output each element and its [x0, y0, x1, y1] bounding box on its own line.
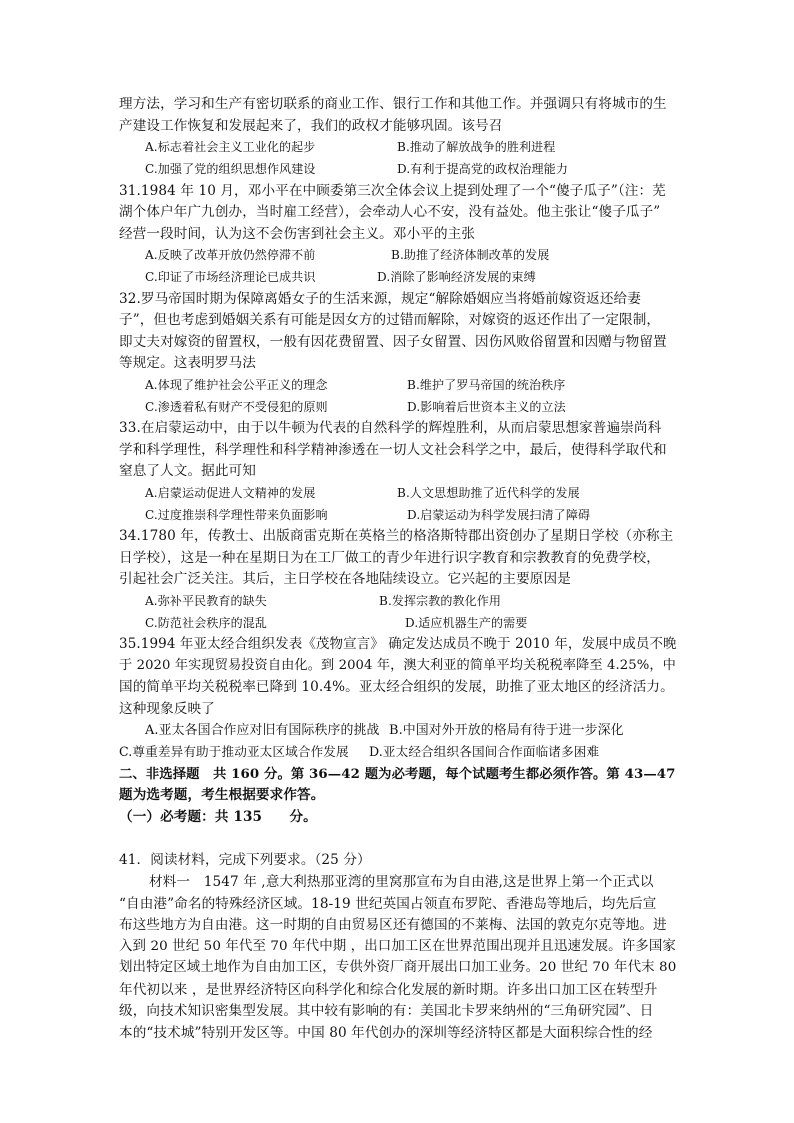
q31-line-1: 31.1984 年 10 月，邓小平在中顾委第三次全体会议上提到处理了一个“傻子瓜子”（注：芜: [119, 183, 666, 199]
q33-line-3: 窒息了人文。据此可知: [119, 463, 256, 479]
q30-option-c: C.加强了党的组织思想作风建设: [145, 162, 316, 176]
q35-option-d: D.亚太经合组织各国间合作面临诸多困难: [369, 744, 600, 759]
q30-option-b: B.推动了解放战争的胜利进程: [397, 140, 556, 154]
q32-option-a: A.体现了维护社会公平正义的理念: [145, 378, 328, 392]
q33-option-d: D.启蒙运动为科学发展扫清了障碍: [407, 508, 591, 522]
intro-line-1: 理方法，学习和生产有密切联系的商业工作、银行工作和其他工作。并强调只有将城市的生: [119, 96, 667, 112]
q33-line-1: 33.在启蒙运动中，由于以牛顿为代表的自然科学的辉煌胜利，从而启蒙思想家普遍崇尚科: [119, 420, 662, 436]
section-2-heading-line-2: 题为选考题，考生根据要求作答。: [119, 787, 325, 803]
q32-option-d: D.影响着后世资本主义的立法: [407, 400, 566, 414]
q32-option-c: C.渗透着私有财产不受侵犯的原则: [145, 400, 328, 414]
q33-option-a: A.启蒙运动促进人文精神的发展: [145, 486, 316, 500]
q31-option-d: D.消除了影响经济发展的束缚: [377, 270, 536, 284]
q32-option-b: B.维护了罗马帝国的统治秩序: [407, 378, 566, 392]
q31-option-a: A.反映了改革开放仍然停滞不前: [145, 248, 316, 262]
q31-option-c: C.印证了市场经济理论已成共识: [145, 270, 316, 284]
q34-option-a: A.弥补平民教育的缺失: [145, 594, 267, 608]
q41-material-line-3: 布这些地方为自由港。这一时期的自由贸易区还有德国的不莱梅、法国的敦克尔克等地。进: [119, 917, 667, 933]
q33-option-b: B.人文思想助推了近代科学的发展: [397, 486, 580, 500]
q35-line-2: 于 2020 年实现贸易投资自由化。到 2004 年，澳大利亚的简单平均关税税率降至 4.25%，中: [119, 658, 676, 673]
q41-material-line-1: 材料一 1547 年 ,意大利热那亚湾的里窝那宣布为自由港,这是世界上第一个正式以: [149, 874, 654, 890]
q33-option-c: C.过度推崇科学理性带来负面影响: [145, 508, 328, 522]
q32-line-2: 子”，但也考虑到婚姻关系有可能是因女方的过错而解除，对嫁资的返还作出了一定限制，: [119, 312, 661, 328]
q30-option-a: A.标志着社会主义工业化的起步: [145, 140, 316, 154]
q31-line-2: 湖个体户年广九创办，当时雇工经营），会牵动人心不安，没有益处。他主张让“傻子瓜子”: [119, 204, 661, 220]
q35-line-3: 国的简单平均关税税率已降到 10.4%。亚太经合组织的发展，助推了亚太地区的经济活力。: [119, 679, 674, 695]
q35-option-a: A.亚太各国合作应对旧有国际秩序的挑战: [145, 723, 380, 738]
q34-line-1: 34.1780 年，传教士、出版商雷克斯在英格兰的格洛斯特郡出资创办了星期日学校（亦称主: [119, 528, 674, 544]
q41-material-line-7: 级，向技术知识密集型发展。其中较有影响的有：美国北卡罗来纳州的“三角研究园”、日: [119, 1003, 654, 1019]
q34-option-c: C.防范社会秩序的混乱: [145, 616, 267, 630]
q34-line-3: 引起社会广泛关注。其后，主日学校在各地陆续设立。它兴起的主要原因是: [119, 571, 571, 587]
q35-option-b: B.中国对外开放的格局有待于进一步深化: [389, 723, 624, 738]
q32-line-4: 等规定。这表明罗马法: [119, 355, 256, 371]
q34-option-d: D.适应机器生产的需要: [405, 616, 528, 630]
q31-option-b: B.助推了经济体制改革的发展: [391, 248, 550, 262]
q35-line-1: 35.1994 年亚太经合组织发表《茂物宣言》 确定发达成员不晚于 2010 年，发展中成员不晚: [119, 636, 677, 652]
q35-option-c: C.尊重差异有助于推动亚太区域合作发展: [119, 744, 349, 759]
q41-material-line-4: 入到 20 世纪 50 年代至 70 年代中期 ，出口加工区在世界范围出现并且迅速发展。许多国家: [119, 939, 676, 954]
q41-material-line-2: “自由港”命名的特殊经济区域。18-19 世纪英国占领直布罗陀、香港岛等地后，均先后宣: [119, 896, 657, 912]
q30-option-d: D.有利于提高党的政权治理能力: [397, 162, 568, 176]
q41-heading: 41．阅读材料，完成下列要求。（25 分）: [119, 852, 371, 868]
q34-option-b: B.发挥宗教的教化作用: [379, 594, 502, 608]
q41-material-line-8: 本的“技术城”特别开发区等。中国 80 年代创办的深圳等经济特区都是大面积综合性的经: [119, 1025, 653, 1041]
q34-line-2: 日学校），这是一种在星期日为在工厂做工的青少年进行识字教育和宗教教育的免费学校，: [119, 550, 660, 566]
q33-line-2: 学和科学理性，科学理性和科学精神渗透在一切人文社会科学之中，最后，使得科学取代和: [119, 442, 667, 458]
q35-line-4: 这种现象反映了: [119, 701, 215, 717]
q41-material-line-5: 划出特定区域土地作为自由加工区，专供外资厂商开展出口加工业务。20 世纪 70 年代末 80: [119, 960, 677, 975]
q32-line-1: 32.罗马帝国时期为保障离婚女子的生活来源，规定“解除婚姻应当将婚前嫁资返还给妻: [119, 291, 641, 307]
section-2-heading-line-1: 二、非选择题 共 160 分。第 36—42 题为必考题，每个试题考生都必须作答。第 43—47: [119, 766, 676, 782]
q31-line-3: 经营一段时间，认为这不会伤害到社会主义。邓小平的主张: [119, 226, 476, 242]
intro-line-2: 产建设工作恢复和发展起来了，我们的政权才能够巩固。该号召: [119, 118, 503, 134]
required-questions-heading: （一）必考题：共 135 分。: [119, 809, 317, 825]
q41-material-line-6: 年代初以来 ，是世界经济特区向科学化和综合化发展的新时期。许多出口加工区在转型升: [119, 982, 658, 998]
q32-line-3: 即丈夫对嫁资的留置权，一般有因花费留置、因子女留置、因伤风败俗留置和因赠与物留置: [119, 334, 667, 350]
